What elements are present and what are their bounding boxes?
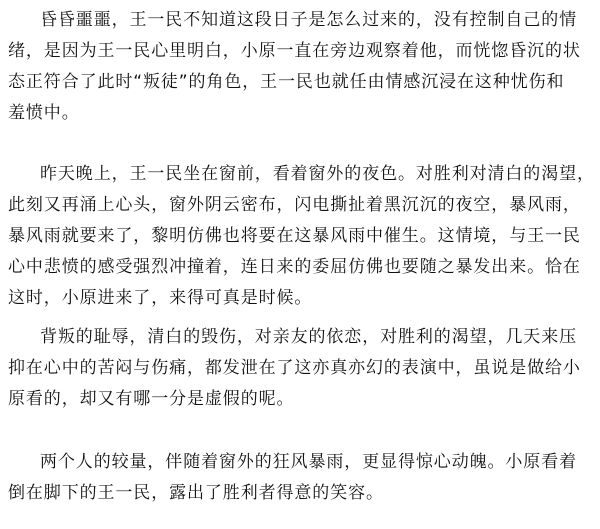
text-line: 昨天晚上，王一民坐在窗前，看着窗外的夜色。对胜利对清白的渴望， [40,164,595,184]
text-line: 此刻又再涌上心头，窗外阴云密布，闪电撕扯着黑沉沉的夜空，暴风雨， [8,195,581,215]
text-line: 背叛的耻辱，清白的毁伤，对亲友的依恋，对胜利的渴望，几天来压 [40,327,577,347]
text-line: 倒在脚下的王一民，露出了胜利者得意的笑容。 [8,483,384,503]
text-line: 心中悲愤的感受强烈冲撞着，连日来的委屈仿佛也要随之暴发出来。恰在 [8,257,581,277]
text-line: 两个人的较量，伴随着窗外的狂风暴雨，更显得惊心动魄。小原看着 [40,452,577,472]
text-line: 暴风雨就要来了，黎明仿佛也将要在这暴风雨中催生。这情境，与王一民 [8,226,581,246]
text-line: 抑在心中的苦闷与伤痛，都发泄在了这亦真亦幻的表演中，虽说是做给小 [8,358,581,378]
text-line: 态正符合了此时“叛徒”的角色，王一民也就任由情感沉浸在这种忧伤和 [8,72,565,92]
text-line: 羞愤中。 [8,103,80,123]
text-line: 这时，小原进来了，来得可真是时候。 [8,288,313,308]
text-line: 绪，是因为王一民心里明白，小原一直在旁边观察着他，而恍惚昏沉的状 [8,41,581,61]
text-line: 昏昏噩噩，王一民不知道这段日子是怎么过来的，没有控制自己的情 [40,10,577,30]
text-line: 原看的，却又有哪一分是虚假的呢。 [8,389,295,409]
